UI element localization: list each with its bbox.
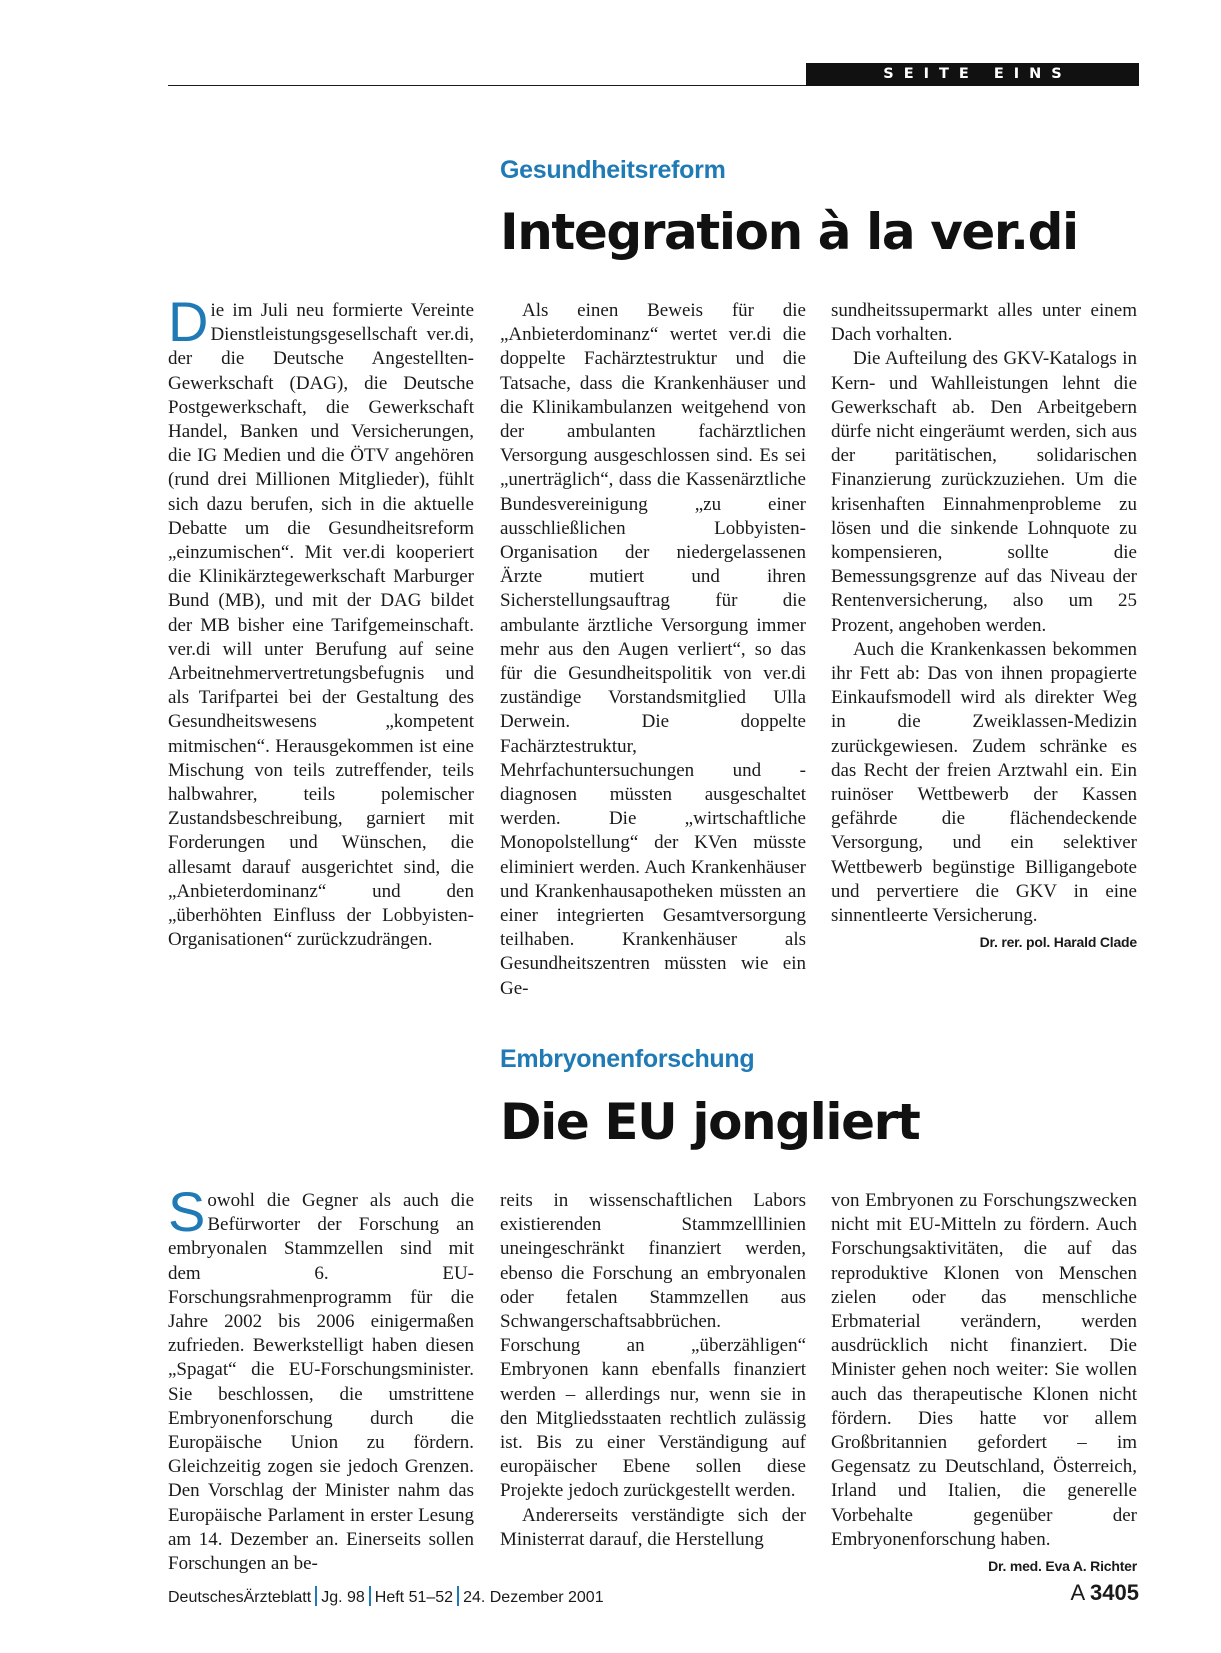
article1-col3-p3-wrap: [831, 638, 1137, 951]
article1-column-2: [500, 299, 806, 1001]
article1-author: Dr. rer. pol. Harald Clade: [979, 934, 1137, 951]
article2-column-2: [500, 1189, 806, 1552]
article2-author: Dr. med. Eva A. Richter: [988, 1558, 1137, 1575]
article2-kicker: Embryonenforschung: [500, 1045, 755, 1073]
footer-separator: [457, 1586, 459, 1606]
footer-volume: Jg. 98: [321, 1589, 365, 1606]
article1-paragraph: [168, 290, 474, 952]
article2-column-1: [168, 1180, 474, 1576]
article1-col1-text: ie im Juli neu formierte Vereinte Dienstleistungsgesellschaft ver.di, der die Deutsche Angestellten-Gewerkschaft (DAG), die Deutsche Postgewerkschaft, die Gewerkschaft Handel, Banken und Versicherungen, die IG Medien und die ÖTV angehören (rund drei Millionen Mitglieder), fühlt sich dazu berufen, sich in die aktuelle Debatte um die Gesundheitsreform „einzumischen“. Mit ver.di kooperiert die Klinikärztegewerkschaft Marburger Bund (MB), und mit der DAG bildet der MB bisher eine Tarifgemeinschaft. ver.di will unter Berufung auf seine Arbeitnehmervertretungsbefugnis und als Tarifpartei bei der Gestaltung des Gesundheitswesens „kompetent mitmischen“. Herausgekommen ist eine Mischung von teils zutreffender, teils halbwahrer, teils polemischer Zustandsbeschreibung, garniert mit Forderungen und Wünschen, die allesamt darauf ausgerichtet sind, die „Anbieterdominanz“ und den „überhöhten Einfluss der Lobbyisten-Organisationen“ zurückzudrängen.: [168, 300, 474, 951]
article1-kicker: Gesundheitsreform: [500, 156, 726, 184]
article1-col3-p1: sundheitssupermarkt alles unter einem Dach vorhalten.: [831, 300, 1137, 346]
page-number-value: 3405: [1090, 1580, 1139, 1605]
article1-col2-text: Als einen Beweis für die „Anbieterdominanz“ wertet ver.di die doppelte Fachärztestruktur und die Tatsache, dass die Krankenhäuser und die Klinikambulanzen weitgehend von der ambulanten fachärztlichen Versorgung ausgeschlossen sind. Es sei „unerträglich“, dass die Kassenärztliche Bundesvereinigung „zu einer ausschließlichen Lobbyisten-Organisation der niedergelassenen Ärzte mutiert und ihren Sicherstellungsauftrag für die ambulante ärztliche Versorgung immer mehr aus den Augen verliert“, so das für die Gesundheitspolitik von ver.di zuständige Vorstandsmitglied Ulla Derwein. Die doppelte Fachärztestruktur, Mehrfachuntersuchungen und -diagnosen müssten ausgeschaltet werden. Die „wirtschaftliche Monopolstellung“ der KVen müsste eliminiert werden. Auch Krankenhäuser und Krankenhausapotheken müssten an einer integrierten Gesamtversorgung teilhaben. Krankenhäuser als Gesundheitszentren müssten wie ein Ge-: [500, 300, 806, 999]
page-prefix: A: [1070, 1580, 1084, 1605]
article2-col1-text: owohl die Gegner als auch die Befürworter der Forschung an embryonalen Stammzellen sind mit dem 6. EU-Forschungsrahmenprogramm für die Jahre 2002 bis 2006 einigermaßen zufrieden. Bewerkstelligt haben diesen „Spagat“ die EU-Forschungsminister. Sie beschlossen, die umstrittene Embryonenforschung durch die Europäische Union zu fördern. Gleichzeitig zogen sie jedoch Grenzen. Den Vorschlag der Minister nahm das Europäische Parlament in erster Lesung am 14. Dezember an. Einerseits sollen Forschungen an be-: [168, 1190, 474, 1575]
article1-column-3: [831, 299, 1137, 954]
footer-citation: [168, 1586, 604, 1607]
article1-dropcap: D: [168, 290, 209, 353]
footer-separator: [369, 1586, 371, 1606]
article1-title: Integration à la ver.di: [500, 203, 1078, 261]
footer-date: 24. Dezember 2001: [463, 1589, 604, 1606]
article2-col3-wrap: [831, 1189, 1137, 1575]
article2-title: Die EU jongliert: [500, 1093, 920, 1151]
article2-col2-p1: reits in wissenschaftlichen Labors existierenden Stammzelllinien uneingeschränkt finanziert werden, ebenso die Forschung an embryonalen oder fetalen Stammzellen aus Schwangerschaftsabbrüchen. Forschung an „überzähligen“ Embryonen kann ebenfalls finanziert werden – allerdings nur, wenn sie in den Mitgliedsstaaten rechtlich zulässig ist. Bis zu einer Verständigung auf europäischer Ebene sollen diese Projekte jedoch zurückgestellt werden.: [500, 1190, 806, 1502]
article2-col3-text: von Embryonen zu Forschungszwecken nicht mit EU-Mitteln zu fördern. Auch Forschungsaktivitäten, die auf das reproduktive Klonen von Menschen zielen oder das menschliche Erbmaterial verändern, werden ausdrücklich nicht finanziert. Die Minister gehen noch weiter: Sie wollen auch das therapeutische Klonen nicht fördern. Dies hatte vor allem Großbritannien gefordert – im Gegensatz zu Deutschland, Österreich, Irland und Italien, die generelle Vorbehalte gegenüber der Embryonenforschung haben.: [831, 1190, 1137, 1550]
article2-dropcap: S: [168, 1180, 206, 1243]
footer-issue: Heft 51–52: [374, 1589, 454, 1606]
footer-separator: [315, 1586, 317, 1606]
article1-col3-p2: Die Aufteilung des GKV-Katalogs in Kern- und Wahlleistungen lehnt die Gewerkschaft ab. Den Arbeitgebern dürfe nicht eingeräumt werden, sich aus der paritätischen, solidarischen Finanzierung zurückzuziehen. Um die krisenhaften Einnahmenprobleme zu lösen und die sinkende Lohnquote zu kompensieren, sollte die Bemessungsgrenze auf das Niveau der Rentenversicherung, also um 25 Prozent, angehoben werden.: [831, 348, 1137, 636]
section-badge: SEITE EINS: [806, 63, 1139, 86]
article1-column-1: [168, 290, 474, 952]
article2-paragraph: [168, 1180, 474, 1576]
article2-col2-p2: Andererseits verständigte sich der Ministerrat darauf, die Herstellung: [500, 1504, 806, 1550]
page-number: [1070, 1580, 1139, 1606]
footer-journal: DeutschesÄrzteblatt: [168, 1589, 312, 1606]
article1-col3-p3: Auch die Krankenkassen bekommen ihr Fett ab: Das von ihnen propagierte Einkaufsmodell wird als direkter Weg in die Zweiklassen-Medizin zurückgewiesen. Zudem schränke es das Recht der freien Arztwahl ein. Ein ruinöser Wettbewerb der Kassen gefährde die flächendeckende Versorgung, und ein selektiver Wettbewerb begünstige Billigangebote und pervertiere die GKV in eine sinnentleerte Versicherung.: [831, 638, 1137, 927]
article2-column-3: [831, 1189, 1137, 1578]
